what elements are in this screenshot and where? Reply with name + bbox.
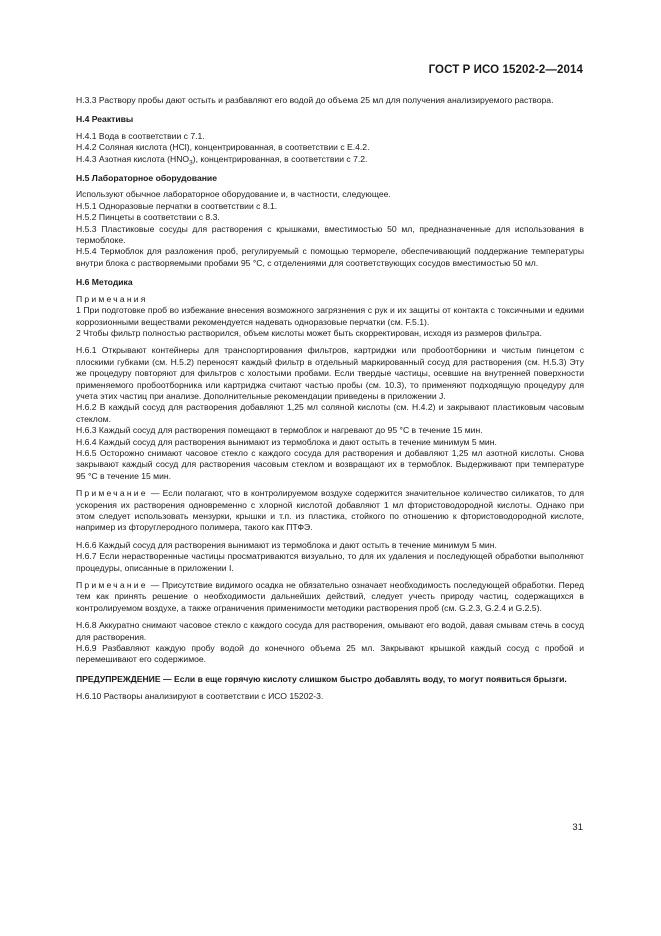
section-heading-h6: Н.6 Методика bbox=[76, 277, 133, 288]
paragraph-h-4-3-part-a: Н.4.3 Азотная кислота (HNO bbox=[76, 153, 190, 164]
notes-label: Примечания bbox=[76, 293, 148, 304]
paragraph-h-6-5: Н.6.5 Осторожно снимают часовое стекло с каждого сосуда для растворения и добавляют 1,25 мл азотной кислоты. Снова закрывают каждый сосуд для растворения часовым стеклом и возвращают их в термоблок. Выдерживают при температуре 95 °С в течение 15 мин. bbox=[76, 447, 584, 481]
paragraph-h-6-2: Н.6.2 В каждый сосуд для растворения добавляют 1,25 мл соляной кислоты (см. Н.4.2) и закрывают пластиковым часовым стеклом. bbox=[76, 402, 584, 424]
document-body bbox=[76, 95, 584, 703]
paragraph-h-6-3: Н.6.3 Каждый сосуд для растворения помещают в термоблок и нагревают до 95 °С в течение 15 мин. bbox=[76, 425, 483, 436]
paragraph-h-6-10: Н.6.10 Растворы анализируют в соответствии с ИСО 15202-3. bbox=[76, 691, 324, 702]
paragraph-h-6-9: Н.6.9 Разбавляют каждую пробу водой до конечного объема 25 мл. Закрывают крышкой каждый сосуд с пробой и перемешивают его содержимое. bbox=[76, 643, 584, 665]
paragraph-h-3-3: Н.3.3 Раствору пробы дают остыть и разбавляют его водой до объема 25 мл для получения анализируемого раствора. bbox=[76, 95, 554, 105]
paragraph-h-4-3 bbox=[76, 154, 584, 165]
subscript-3: 3 bbox=[189, 159, 193, 167]
note-4 bbox=[76, 580, 584, 614]
note-3 bbox=[76, 488, 584, 534]
paragraph-h-5-intro: Используют обычное лабораторное оборудование и, в частности, следующее. bbox=[76, 189, 391, 200]
paragraph-h-5-2: Н.5.2 Пинцеты в соответствии с 8.3. bbox=[76, 212, 220, 223]
paragraph-h-5-3: Н.5.3 Пластиковые сосуды для растворения с крышками, вместимостью 50 мл, предназначенные для использования в термоблоке. bbox=[76, 223, 584, 246]
note-3-text: — Если полагают, что в контролируемом воздухе содержится значительное количество силикатов, то для ускорения их растворения одновременно с хлорной кислотой добавляют 1 мл фтористоводородной кислоты. Однако при этом следует использовать мензурки, крышки и т.п. из пластика, стойкого по отношению к фтористоводородной кислоте, например из фторуглеродного полимера, такого как ПТФЭ. bbox=[76, 488, 584, 533]
page-number: 31 bbox=[572, 822, 583, 833]
warning-text: ПРЕДУПРЕЖДЕНИЕ — Если в еще горячую кислоту слишком быстро добавлять воду, то могут появиться брызги. bbox=[76, 673, 567, 684]
note-4-text: — Присутствие видимого осадка не обязательно означает необходимость последующей обработки. Перед тем как принять решение о необходимости дальнейших действий, следует учесть природу частиц, содержащихся в контролируемом воздухе, а также ограничения применимости методики растворения проб (см. G.2.3, G.2.4 и G.2.5). bbox=[76, 580, 584, 613]
paragraph-h-5-1: Н.5.1 Одноразовые перчатки в соответствии с 8.1. bbox=[76, 200, 278, 211]
paragraph-h-6-6: Н.6.6 Каждый сосуд для растворения вынимают из термоблока и дают остыть в течение минимум 5 мин. bbox=[76, 539, 497, 550]
section-heading-h5: Н.5 Лабораторное оборудование bbox=[76, 173, 217, 184]
paragraph-h-6-8: Н.6.8 Аккуратно снимают часовое стекло с каждого сосуда для растворения, омывают его водой, давая смывам стечь в сосуд для растворения. bbox=[76, 620, 584, 642]
paragraph-h-6-1: Н.6.1 Открывают контейнеры для транспортирования фильтров, картриджи или пробоотборники и чистым пинцетом с плоскими губками (см. Н.5.2) переносят каждый фильтр в отдельный маркированный сосуд для растворения (см. Н.5.3) Эту же процедуру повторяют для фильтров с холостыми пробами. Если твердые частицы, осевшие на внутренней поверхности применяемого пробоотборника или картриджа считают частью пробы (см. 10.3), то применяют подходящую процедуру для учета этих частиц при анализе. Дополнительные рекомендации приведены в приложении J. bbox=[76, 345, 584, 401]
note-3-label: Примечание bbox=[76, 488, 148, 499]
paragraph-h-4-1: Н.4.1 Вода в соответствии с 7.1. bbox=[76, 130, 205, 141]
paragraph-h-4-3-part-b: ), концентрированная, в соответствии с 7.2. bbox=[192, 153, 368, 164]
note-4-label: Примечание bbox=[76, 580, 148, 591]
paragraph-h-6-4: Н.6.4 Каждый сосуд для растворения вынимают из термоблока и дают остыть в течение минимум 5 мин. bbox=[76, 436, 497, 447]
note-2: 2 Чтобы фильтр полностью растворился, объем кислоты может быть скорректирован, исходя из размеров фильтра. bbox=[76, 327, 542, 338]
section-heading-h4: Н.4 Реактивы bbox=[76, 114, 134, 125]
paragraph-h-6-7: Н.6.7 Если нерастворенные частицы просматриваются визуально, то для их удаления и последующей обработки выполняют процедуры, описанные в приложении I. bbox=[76, 551, 584, 573]
page-header-doc-code: ГОСТ Р ИСО 15202-2—2014 bbox=[428, 64, 583, 76]
paragraph-h-5-4: Н.5.4 Термоблок для разложения проб, регулируемый с помощью термореле, обеспечивающий поддержание температуры внутри блока с растворяемыми пробами 95 °С, с отделениями для соответствующих сосудов вместимостью 50 мл. bbox=[76, 246, 584, 268]
note-1: 1 При подготовке проб во избежание внесения возможного загрязнения с рук и их защиты от контакта с токсичными и едкими коррозионными веществами рекомендуется надевать одноразовые перчатки (см. F.5.1). bbox=[76, 305, 584, 327]
paragraph-h-4-2: Н.4.2 Соляная кислота (HCl), концентрированная, в соответствии с Е.4.2. bbox=[76, 142, 370, 153]
